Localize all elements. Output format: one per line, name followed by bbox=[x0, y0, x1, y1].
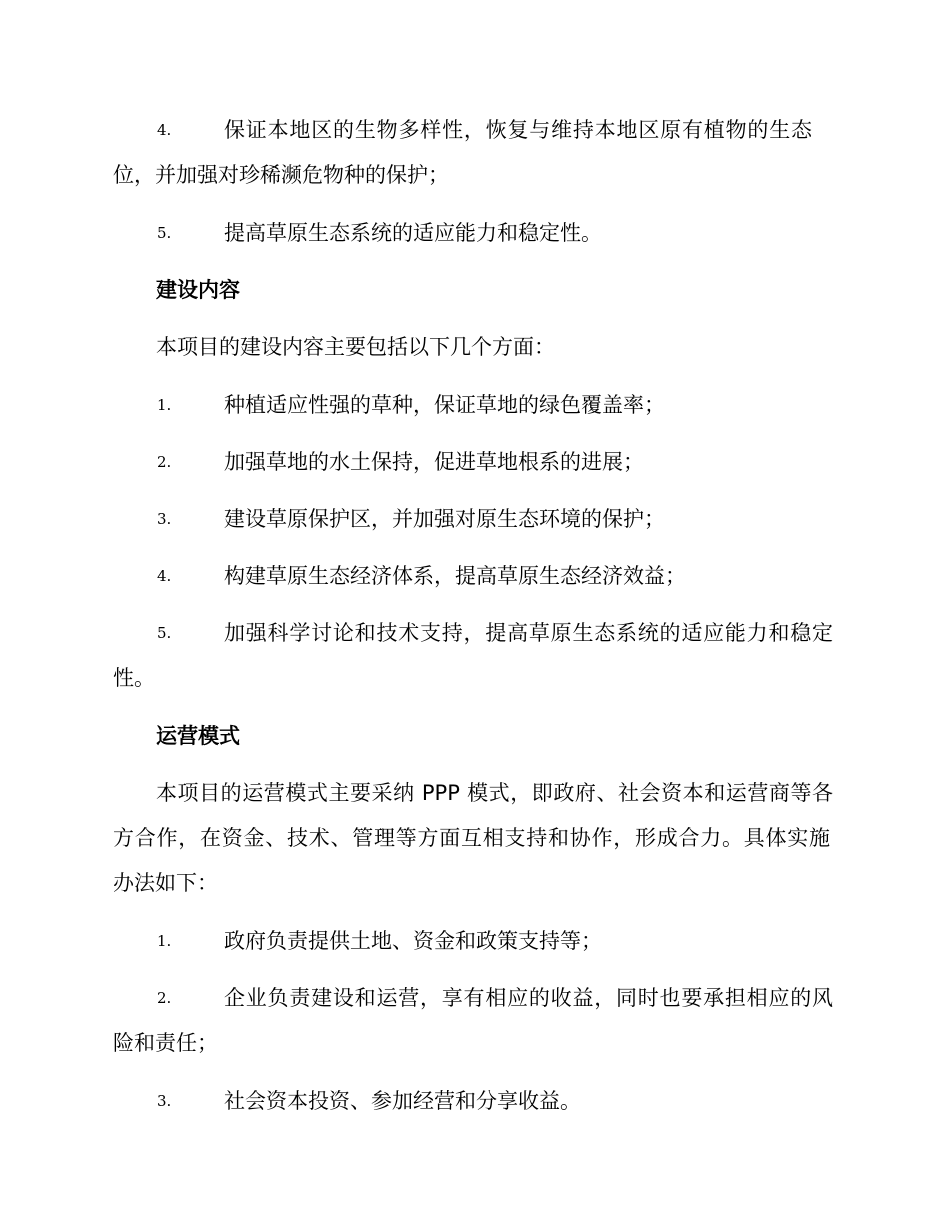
list-item-text: 建设草原保护区，并加强对原生态环境的保护； bbox=[224, 507, 665, 531]
list-number: 3. bbox=[157, 1092, 172, 1110]
list-item-text: 保证本地区的生物多样性，恢复与维持本地区原有植物的生态 bbox=[224, 118, 812, 142]
list-number: 1. bbox=[157, 396, 172, 414]
list-number: 3. bbox=[157, 510, 172, 528]
list-item-text: 提高草原生态系统的适应能力和稳定性。 bbox=[224, 221, 602, 245]
paragraph-text: 本项目的运营模式主要采纳 PPP 模式，即政府、社会资本和运营商等各 bbox=[156, 781, 833, 805]
list-item-text: 构建草原生态经济体系，提高草原生态经济效益； bbox=[224, 564, 686, 588]
list-item-text: 种植适应性强的草种，保证草地的绿色覆盖率； bbox=[224, 393, 665, 417]
list-number: 5. bbox=[157, 224, 172, 242]
paragraph-text: 本项目的建设内容主要包括以下几个方面： bbox=[156, 335, 555, 359]
list-number: 4. bbox=[157, 567, 172, 585]
list-item-text-continuation: 险和责任； bbox=[113, 1031, 218, 1055]
list-number: 5. bbox=[157, 624, 172, 642]
paragraph-text-continuation: 方合作，在资金、技术、管理等方面互相支持和协作，形成合力。具体实施 bbox=[113, 826, 830, 850]
list-item-text: 加强科学讨论和技术支持，提高草原生态系统的适应能力和稳定 bbox=[224, 621, 833, 645]
list-item-text: 政府负责提供土地、资金和政策支持等； bbox=[224, 929, 602, 953]
list-item-text-continuation: 位，并加强对珍稀濒危物种的保护； bbox=[113, 163, 449, 187]
section-heading: 建设内容 bbox=[156, 278, 240, 302]
list-item-text: 企业负责建设和运营，享有相应的收益，同时也要承担相应的风 bbox=[224, 986, 833, 1010]
section-heading: 运营模式 bbox=[156, 724, 240, 748]
list-item-text-continuation: 性。 bbox=[113, 666, 155, 690]
paragraph-text-continuation: 办法如下： bbox=[113, 871, 218, 895]
list-number: 4. bbox=[157, 121, 172, 139]
list-number: 2. bbox=[157, 989, 172, 1007]
list-number: 1. bbox=[157, 932, 172, 950]
list-number: 2. bbox=[157, 453, 172, 471]
list-item-text: 加强草地的水土保持，促进草地根系的进展； bbox=[224, 450, 644, 474]
list-item-text: 社会资本投资、参加经营和分享收益。 bbox=[224, 1089, 581, 1113]
